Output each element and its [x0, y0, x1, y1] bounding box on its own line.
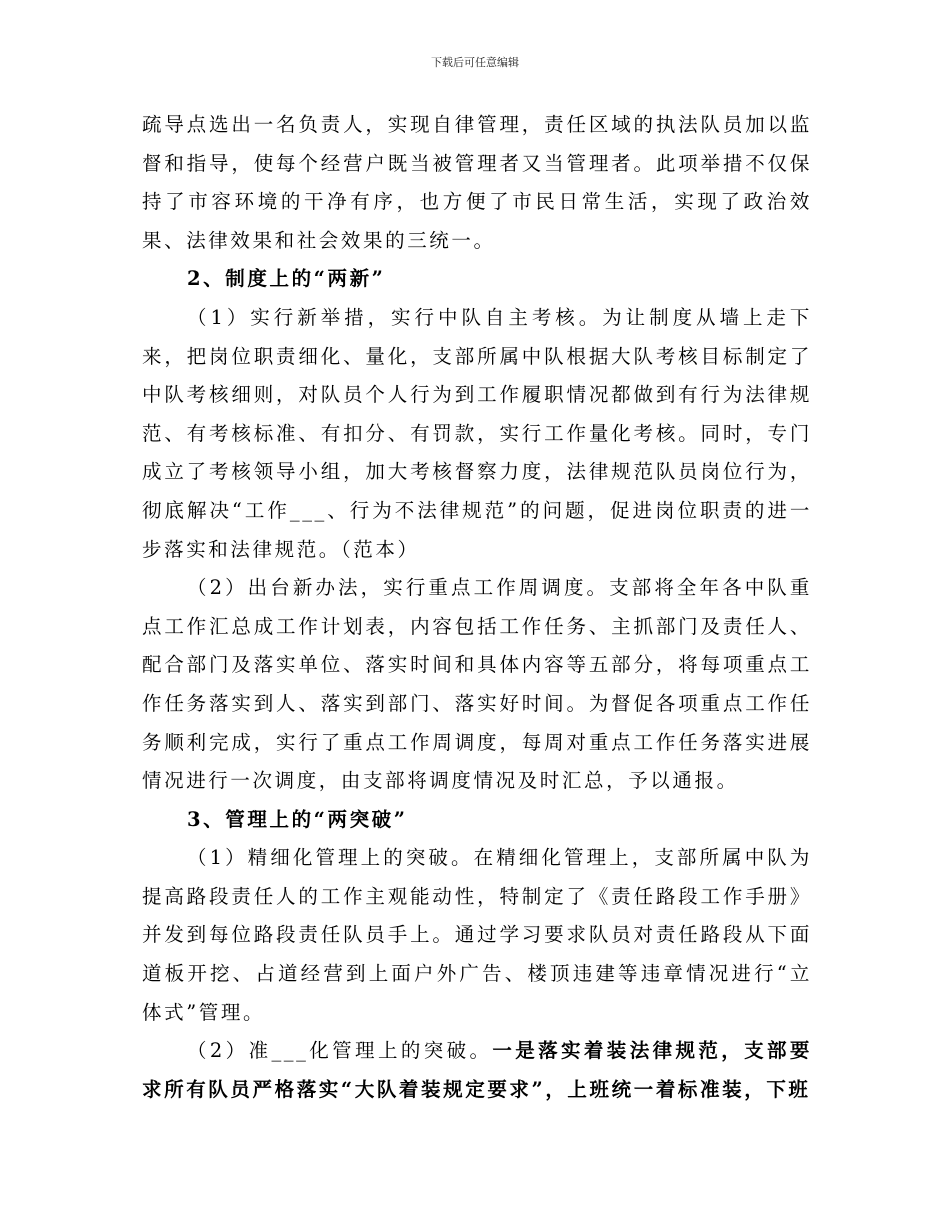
paragraph-3-2-lead: （2）准___化管理上的突破。: [187, 1039, 493, 1063]
page-header: 下载后可任意编辑: [431, 56, 519, 69]
section-heading-3: 3、管理上的“两突破”: [187, 807, 408, 831]
paragraph-continuation: 疏导点选出一名负责人，实现自律管理，责任区域的执法队员加以监督和指导，使每个经营户既当被管理者又当管理者。此项举措不仅保持了市容环境的干净有序，也方便了市民日常生活，实现了政治效果、法律效果和社会效果的三统一。: [142, 113, 812, 252]
paragraph-3-1: （1）精细化管理上的突破。在精细化管理上，支部所属中队为提高路段责任人的工作主观能动性，特制定了《责任路段工作手册》并发到每位路段责任队员手上。通过学习要求队员对责任路段从下面道板开挖、占道经营到上面户外广告、楼顶违建等违章情况进行“立体式”管理。: [142, 846, 812, 1024]
paragraph-3-2: [142, 1032, 812, 1109]
document-body: [142, 106, 812, 1109]
paragraph-3-2-bold: 一是落实着装法律规范，支部要求所有队员严格落实“大队着装规定要求”，上班统一着标准装，下班: [142, 1039, 812, 1101]
paragraph-2-1: （1）实行新举措，实行中队自主考核。为让制度从墙上走下来，把岗位职责细化、量化，支部所属中队根据大队考核目标制定了中队考核细则，对队员个人行为到工作履职情况都做到有行为法律规范、有考核标准、有扣分、有罚款，实行工作量化考核。同时，专门成立了考核领导小组，加大考核督察力度，法律规范队员岗位行为，彻底解决“工作___、行为不法律规范”的问题，促进岗位职责的进一步落实和法律规范。（范本）: [142, 305, 812, 561]
section-heading-2: 2、制度上的“两新”: [187, 267, 386, 291]
paragraph-2-2: （2）出台新办法，实行重点工作周调度。支部将全年各中队重点工作汇总成工作计划表，内容包括工作任务、主抓部门及责任人、配合部门及落实单位、落实时间和具体内容等五部分，将每项重点工作任务落实到人、落实到部门、落实好时间。为督促各项重点工作任务顺利完成，实行了重点工作周调度，每周对重点工作任务落实进展情况进行一次调度，由支部将调度情况及时汇总，予以通报。: [142, 576, 812, 793]
